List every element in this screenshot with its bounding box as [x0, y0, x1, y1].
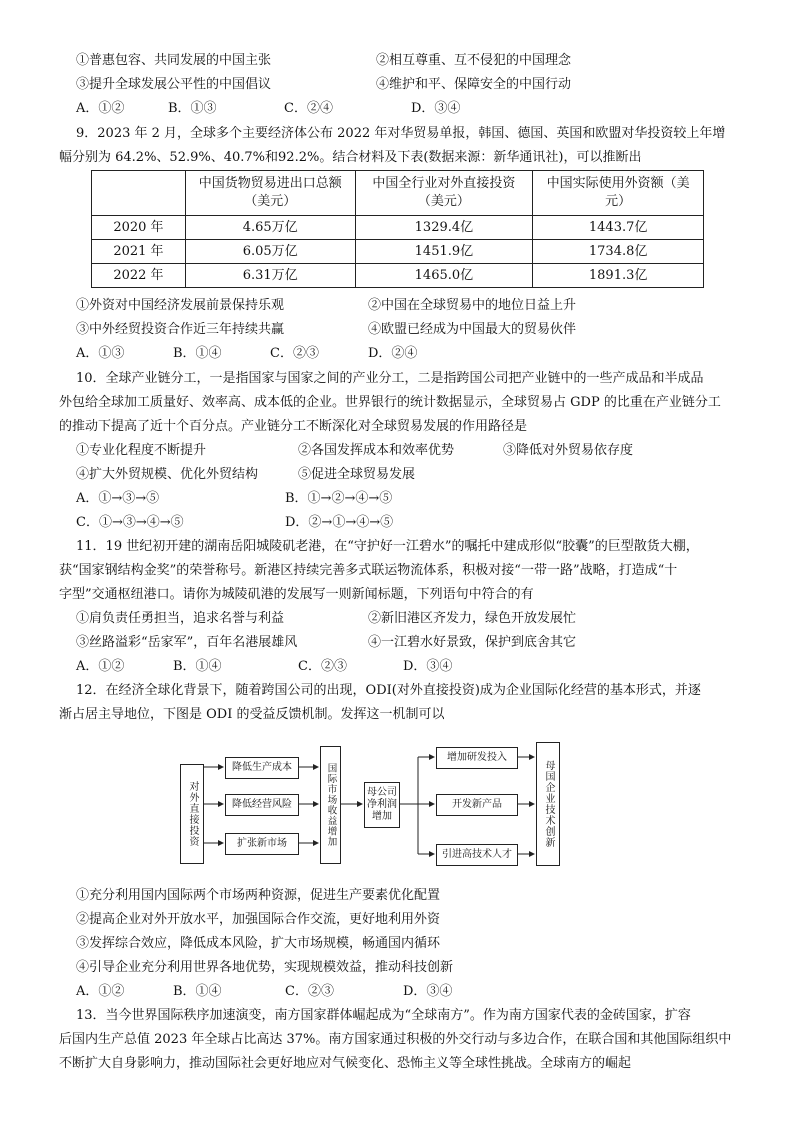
- q10-choice-a: A．①→③→⑤: [76, 491, 160, 506]
- box-tech-innovation: 母国企业技术创新: [536, 742, 560, 866]
- q8-option-2: ②相互尊重、互不侵犯的中国理念: [376, 53, 572, 68]
- q10-stem-line-3: 的推动下提高了近十个百分点。产业链分工不断深化对全球贸易发展的作用路径是: [59, 419, 528, 434]
- box-talent: 引进高技术人才: [436, 844, 518, 866]
- q10-option-1: ①专业化程度不断提升: [76, 443, 207, 458]
- q11-choice-b: B．①④: [173, 659, 222, 674]
- q9-choice-a: A．①③: [76, 346, 125, 361]
- q9-data-table: [91, 170, 704, 288]
- table-cell: 4.65万亿: [185, 216, 355, 240]
- q11-stem-line-3: 字型”交通枢纽港口。请你为城陵矶港的发展写一则新闻标题，下列语句中符合的有: [59, 587, 534, 602]
- q10-option-3: ③降低对外贸易依存度: [503, 443, 634, 458]
- table-row: [92, 264, 704, 288]
- box-intl-revenue: 国际市场收益增加: [320, 746, 341, 864]
- table-cell: 1451.9亿: [355, 240, 533, 264]
- q11-option-3: ③丝路溢彩“岳家军”，百年名港展雄风: [76, 635, 298, 650]
- box-parent-profit: 母公司净利润增加: [364, 782, 400, 828]
- table-cell: 1891.3亿: [533, 264, 704, 288]
- q11-stem-line-2: 获“国家钢结构金奖”的荣誉称号。新港区持续完善多式联运物流体系，积极对接“一带一路”战略，打造成“十: [59, 563, 678, 578]
- table-cell-year: 2020 年: [92, 216, 186, 240]
- q10-stem-line-2: 外包给全球加工质量好、效率高、成本低的企业。世界银行的统计数据显示，全球贸易占 GDP 的比重在产业链分工: [59, 395, 721, 410]
- table-cell: 1465.0亿: [355, 264, 533, 288]
- box-new-product: 开发新产品: [436, 794, 518, 816]
- table-header-cell: 中国全行业对外直接投资（美元）: [355, 171, 533, 216]
- q11-option-4: ④一江碧水好景致，保护到底舍其它: [368, 635, 577, 650]
- q9-choice-b: B．①④: [173, 346, 222, 361]
- q12-choice-a: A．①②: [76, 984, 125, 999]
- q10-choice-c: C．①→③→④→⑤: [76, 515, 184, 530]
- box-lower-risk: 降低经营风险: [225, 794, 299, 816]
- odi-feedback-diagram: [180, 742, 576, 866]
- table-header-cell: [92, 171, 186, 216]
- table-row: [92, 240, 704, 264]
- q13-stem-line-1: 13．当今世界国际秩序加速演变，南方国家群体崛起成为“全球南方”。作为南方国家代表的金砖国家，扩容: [76, 1008, 691, 1023]
- table-header-row: [92, 171, 704, 216]
- q8-choice-a: A．①②: [76, 101, 125, 116]
- table-cell: 6.31万亿: [185, 264, 355, 288]
- q12-choice-b: B．①④: [173, 984, 222, 999]
- q8-option-1: ①普惠包容、共同发展的中国主张: [76, 53, 272, 68]
- q10-option-4: ④扩大外贸规模、优化外贸结构: [76, 467, 259, 482]
- q11-option-2: ②新旧港区齐发力，绿色开放发展忙: [368, 611, 577, 626]
- q12-option-3: ③发挥综合效应，降低成本风险，扩大市场规模，畅通国内循环: [76, 936, 441, 951]
- q9-choice-d: D．②④: [368, 346, 418, 361]
- q10-option-5: ⑤促进全球贸易发展: [298, 467, 416, 482]
- q12-option-1: ①充分利用国内国际两个市场两种资源，促进生产要素优化配置: [76, 888, 441, 903]
- q11-choice-d: D．③④: [403, 659, 453, 674]
- table-header-cell: 中国货物贸易进出口总额（美元）: [185, 171, 355, 216]
- q9-stem-line-1: 9．2023 年 2 月，全球多个主要经济体公布 2022 年对华贸易单报，韩国、德国、英国和欧盟对华投资较上年增: [76, 126, 726, 141]
- q9-option-4: ④欧盟已经成为中国最大的贸易伙伴: [368, 322, 577, 337]
- q11-choice-a: A．①②: [76, 659, 125, 674]
- q11-stem-line-1: 11．19 世纪初开建的湖南岳阳城陵矶老港，在“守护好一江碧水”的嘱托中建成形似“胶囊”的巨型散货大棚，: [76, 539, 699, 554]
- table-row: [92, 216, 704, 240]
- q11-option-1: ①肩负责任勇担当，追求名誉与利益: [76, 611, 285, 626]
- q8-choice-c: C．②④: [284, 101, 333, 116]
- table-cell-year: 2022 年: [92, 264, 186, 288]
- q8-choice-b: B．①③: [168, 101, 217, 116]
- box-lower-cost: 降低生产成本: [225, 757, 299, 779]
- q13-stem-line-2: 后国内生产总值 2023 年全球占比高达 37%。南方国家通过积极的外交行动与多边合作，在联合国和其他国际组织中: [59, 1032, 732, 1047]
- q8-choice-d: D．③④: [411, 101, 461, 116]
- table-cell-year: 2021 年: [92, 240, 186, 264]
- q12-option-2: ②提高企业对外开放水平，加强国际合作交流，更好地利用外资: [76, 912, 441, 927]
- q9-option-1: ①外资对中国经济发展前景保持乐观: [76, 298, 285, 313]
- q13-stem-line-3: 不断扩大自身影响力，推动国际社会更好地应对气候变化、恐怖主义等全球性挑战。全球南方的崛起: [59, 1056, 632, 1071]
- table-cell: 1443.7亿: [533, 216, 704, 240]
- q10-stem-line-1: 10．全球产业链分工，一是指国家与国家之间的产业分工，二是指跨国公司把产业链中的一些产成品和半成品: [76, 371, 704, 386]
- box-expand-market: 扩张新市场: [225, 833, 299, 855]
- table-cell: 6.05万亿: [185, 240, 355, 264]
- box-rd-investment: 增加研发投入: [436, 747, 518, 769]
- q12-option-4: ④引导企业充分利用世界各地优势，实现规模效益，推动科技创新: [76, 960, 454, 975]
- table-cell: 1734.8亿: [533, 240, 704, 264]
- table-cell: 1329.4亿: [355, 216, 533, 240]
- q9-option-3: ③中外经贸投资合作近三年持续共赢: [76, 322, 285, 337]
- q9-choice-c: C．②③: [270, 346, 319, 361]
- q12-choice-d: D．③④: [403, 984, 453, 999]
- q8-option-3: ③提升全球发展公平性的中国倡议: [76, 77, 272, 92]
- q10-choice-d: D．②→①→④→⑤: [285, 515, 394, 530]
- q12-stem-line-2: 渐占居主导地位，下图是 ODI 的受益反馈机制。发挥这一机制可以: [59, 707, 445, 722]
- q8-option-4: ④维护和平、保障安全的中国行动: [376, 77, 572, 92]
- q10-choice-b: B．①→②→④→⑤: [285, 491, 393, 506]
- q9-stem-line-2: 幅分别为 64.2%、52.9%、40.7%和92.2%。结合材料及下表(数据来源：新华通讯社)，可以推断出: [59, 150, 642, 165]
- q11-choice-c: C．②③: [298, 659, 347, 674]
- q12-choice-c: C．②③: [285, 984, 334, 999]
- q12-stem-line-1: 12．在经济全球化背景下，随着跨国公司的出现，ODI(对外直接投资)成为企业国际化经营的基本形式，并逐: [76, 683, 701, 698]
- table-header-cell: 中国实际使用外资额（美元）: [533, 171, 704, 216]
- q9-option-2: ②中国在全球贸易中的地位日益上升: [368, 298, 577, 313]
- q10-option-2: ②各国发挥成本和效率优势: [298, 443, 455, 458]
- box-odi: 对外直接投资: [180, 764, 204, 864]
